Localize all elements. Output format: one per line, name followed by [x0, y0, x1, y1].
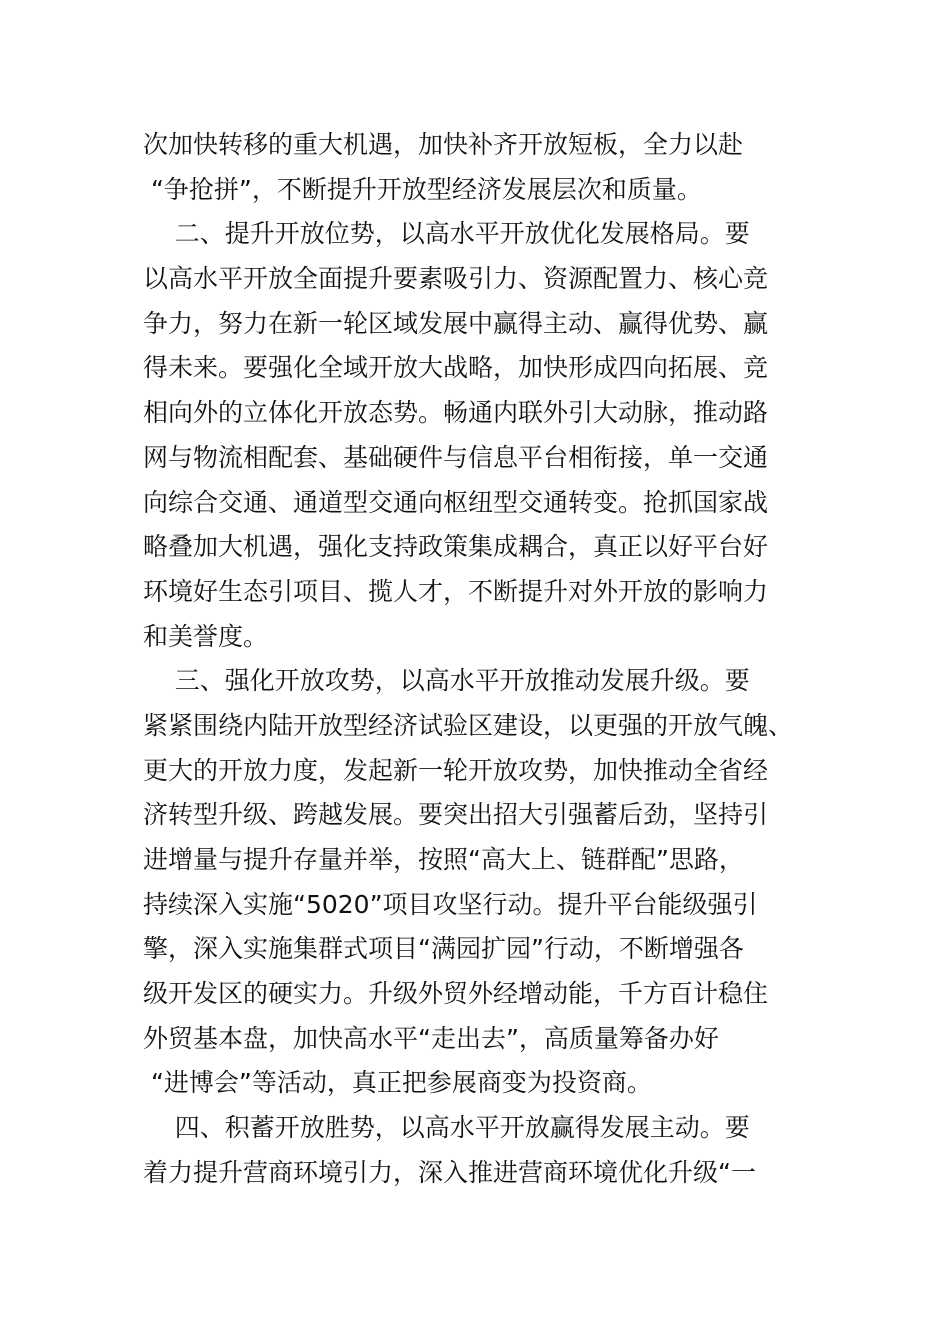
text-line: 和美誉度。 — [143, 621, 269, 651]
text-line: 紧紧围绕内陆开放型经济试验区建设，以更强的开放气魄、 — [143, 710, 794, 740]
text-line: 济转型升级、跨越发展。要突出招大引强蓄后劲，坚持引 — [143, 800, 769, 830]
body-text — [143, 123, 823, 1196]
text-line: 更大的开放力度，发起新一轮开放攻势，加快推动全省经 — [143, 755, 769, 785]
text-line: 相向外的立体化开放态势。畅通内联外引大动脉，推动路 — [143, 398, 769, 428]
text-line: 着力提升营商环境引力，深入推进营商环境优化升级“一 — [143, 1157, 756, 1187]
text-line: 争力，努力在新一轮区域发展中赢得主动、赢得优势、赢 — [143, 308, 769, 338]
text-line: “争抢拼”，不断提升开放型经济发展层次和质量。 — [143, 174, 702, 204]
text-line: 擎，深入实施集群式项目“满园扩园”行动，不断增强各 — [143, 934, 744, 964]
text-line: 级开发区的硬实力。升级外贸外经增动能，千方百计稳住 — [143, 979, 769, 1009]
text-line: 三、强化开放攻势，以高水平开放推动发展升级。要 — [143, 666, 750, 696]
text-line: 网与物流相配套、基础硬件与信息平台相衔接，单一交通 — [143, 442, 769, 472]
text-line: 得未来。要强化全域开放大战略，加快形成四向拓展、竞 — [143, 353, 769, 383]
text-line: 二、提升开放位势，以高水平开放优化发展格局。要 — [143, 219, 750, 249]
text-line: 持续深入实施“5020”项目攻坚行动。提升平台能级强引 — [143, 889, 758, 919]
text-line: 略叠加大机遇，强化支持政策集成耦合，真正以好平台好 — [143, 532, 769, 562]
text-line: 次加快转移的重大机遇，加快补齐开放短板，全力以赴 — [143, 130, 744, 159]
text-line: 以高水平开放全面提升要素吸引力、资源配置力、核心竞 — [143, 264, 769, 294]
text-line: 环境好生态引项目、揽人才，不断提升对外开放的影响力 — [143, 576, 769, 606]
text-line: “进博会”等活动，真正把参展商变为投资商。 — [143, 1068, 652, 1098]
text-line: 四、积蓄开放胜势，以高水平开放赢得发展主动。要 — [143, 1113, 750, 1143]
text-line: 向综合交通、通道型交通向枢纽型交通转变。抢抓国家战 — [143, 487, 769, 517]
text-line: 进增量与提升存量并举，按照“高大上、链群配”思路， — [143, 845, 744, 874]
text-line: 外贸基本盘，加快高水平“走出去”，高质量筹备办好 — [143, 1023, 719, 1053]
